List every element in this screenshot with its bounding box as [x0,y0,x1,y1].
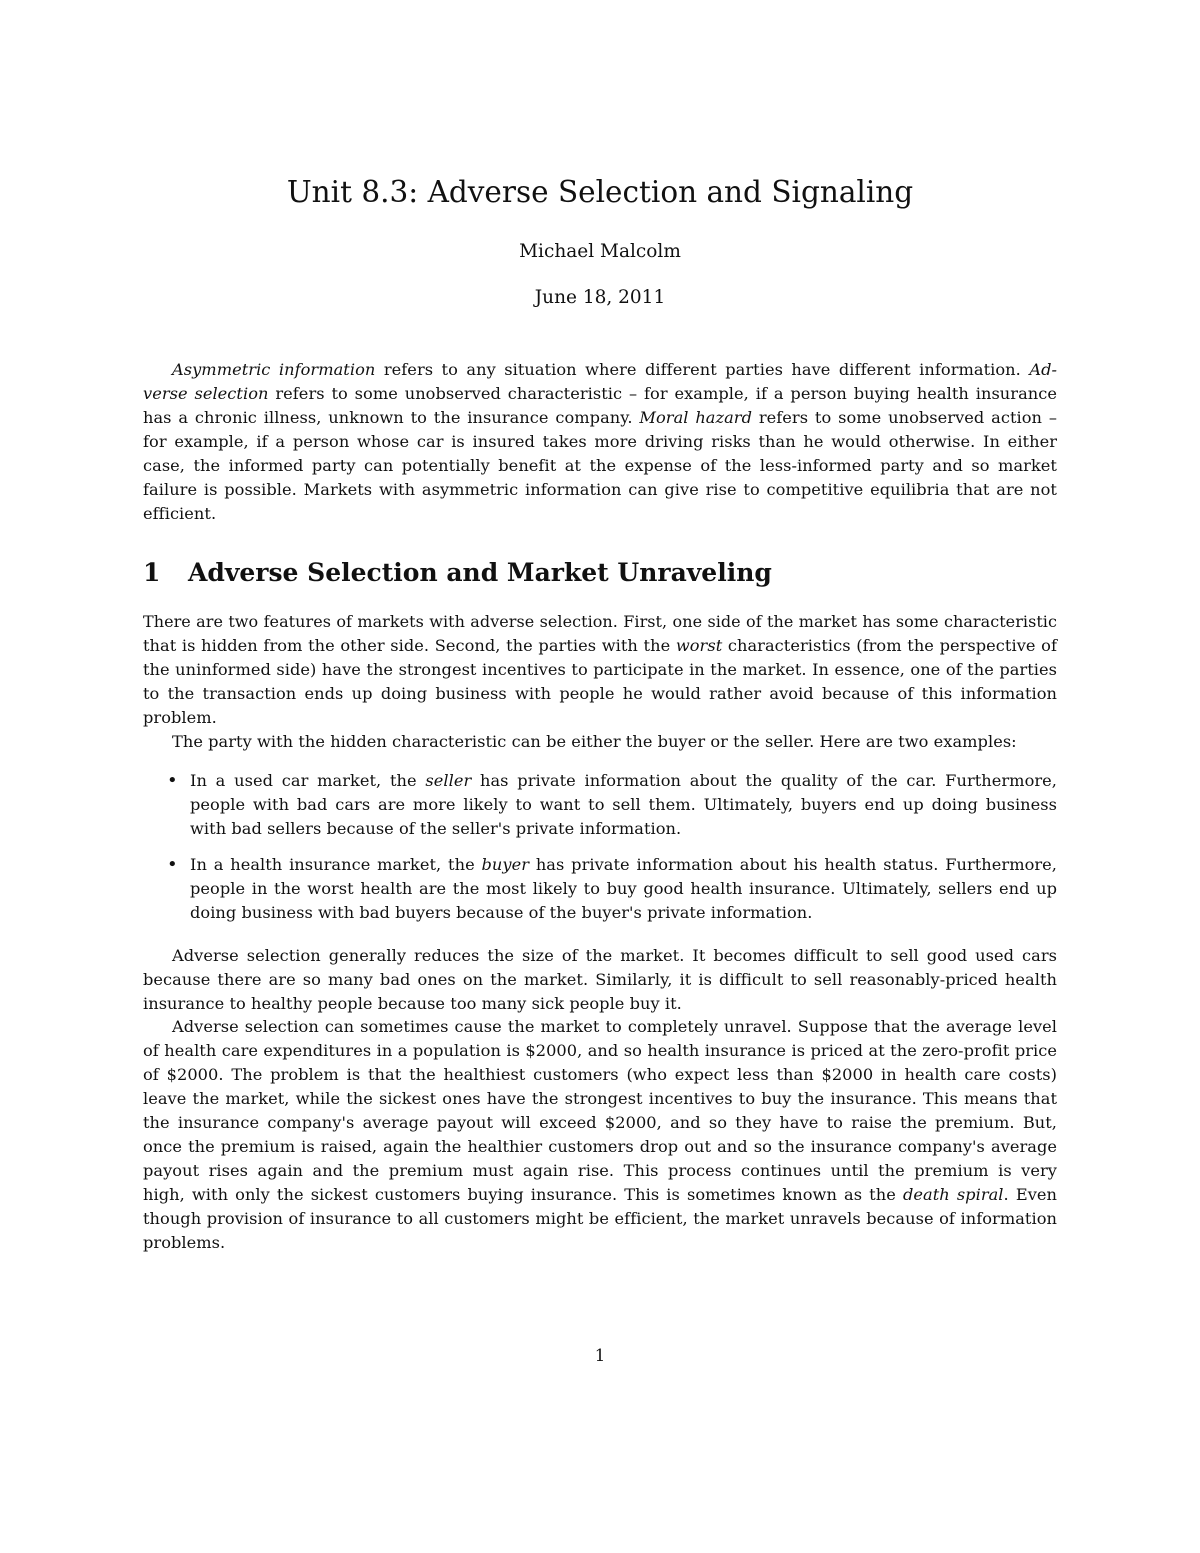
paragraph-line: leave the market, while the sickest ones have the strongest incentives to buy the insurance. This means that [143,1089,1057,1108]
paragraph-line: Adverse selection can sometimes cause the market to completely unravel. Suppose that the average level [172,1017,1057,1036]
paragraph-line: high, with only the sickest customers buying insurance. This is sometimes known as the death spiral. Even [143,1185,1058,1204]
section-heading [143,555,772,591]
paper-title: Unit 8.3: Adverse Selection and Signaling [286,175,914,209]
term-asymmetric-information: Asymmetric information [172,360,376,379]
paragraph-line: problem. [143,708,217,727]
abstract-line: has a chronic illness, unknown to the insurance company. Moral hazard refers to some unobserved action – [143,408,1057,427]
abstract-line: failure is possible. Markets with asymmetric information can give rise to competitive equilibria that are not [143,480,1057,499]
abstract-line: verse selection refers to some unobserved characteristic – for example, if a person buying health insurance [143,384,1057,403]
page-number: 1 [594,1346,606,1365]
bullet-marker: • [167,854,178,875]
list-item-line: doing business with bad buyers because of the buyer's private information. [190,903,813,922]
author-name: Michael Malcolm [519,241,681,262]
paragraph-line: the insurance company's average payout will exceed $2000, and so they have to raise the premium. But, [143,1113,1057,1132]
paragraph-line: that is hidden from the other side. Second, the parties with the worst characteristics (from the perspective of [143,636,1057,655]
paragraph-line: the uninformed side) have the strongest incentives to participate in the market. In essence, one of the parties [143,660,1057,679]
paragraph-line: There are two features of markets with adverse selection. First, one side of the market has some characteristic [143,612,1057,631]
paragraph-line: to the transaction ends up doing business with people he would rather avoid because of this information [143,684,1057,703]
section-paragraph: The party with the hidden characteristic can be either the buyer or the seller. Here are two examples: [172,732,1017,751]
list-item-line: with bad sellers because of the seller's private information. [190,819,682,838]
abstract-line: case, the informed party can potentially benefit at the expense of the less-informed party and so market [143,456,1057,475]
paragraph-line: payout rises again and the premium must again rise. This process continues until the premium is very [143,1161,1057,1180]
paragraph-line: because there are so many bad ones on the market. Similarly, it is difficult to sell reasonably-priced health [143,970,1057,989]
paragraph-line: problems. [143,1233,226,1252]
term-death-spiral: death spiral [902,1185,1004,1204]
section-number: 1 [143,558,161,587]
paragraph-line: insurance to healthy people because too many sick people buy it. [143,994,682,1013]
paragraph-line: of $2000. The problem is that the healthiest customers (who expect less than $2000 in health care costs) [143,1065,1057,1084]
list-item-line: In a health insurance market, the buyer has private information about his health status. Furthermore, [190,855,1058,874]
paragraph-line: though provision of insurance to all customers might be efficient, the market unravels because of information [143,1209,1057,1228]
term-worst: worst [675,636,723,655]
section-title: Adverse Selection and Market Unraveling [188,558,772,587]
paper-date: June 18, 2011 [534,287,666,308]
paragraph-line: once the premium is raised, again the healthier customers drop out and so the insurance company's average [143,1137,1057,1156]
list-item-line: In a used car market, the seller has private information about the quality of the car. Furthermore, [190,771,1057,790]
paragraph-line: of health care expenditures in a population is $2000, and so health insurance is priced at the zero-profit price [143,1041,1057,1060]
bullet-marker: • [167,770,178,791]
paragraph-line: Adverse selection generally reduces the size of the market. It becomes difficult to sell good used cars [172,946,1057,965]
abstract-line: Asymmetric information refers to any situation where different parties have different information. Ad- [172,360,1057,379]
abstract-line: efficient. [143,504,217,523]
term-buyer: buyer [481,855,530,874]
abstract-line: for example, if a person whose car is insured takes more driving risks than he would otherwise. In either [143,432,1057,451]
term-moral-hazard: Moral hazard [639,408,752,427]
list-item-line: people in the worst health are the most likely to buy good health insurance. Ultimately, sellers end up [190,879,1057,898]
term-seller: seller [425,771,472,790]
list-item-line: people with bad cars are more likely to want to sell them. Ultimately, buyers end up doing business [190,795,1057,814]
term-adverse-selection: verse selection [143,384,269,403]
